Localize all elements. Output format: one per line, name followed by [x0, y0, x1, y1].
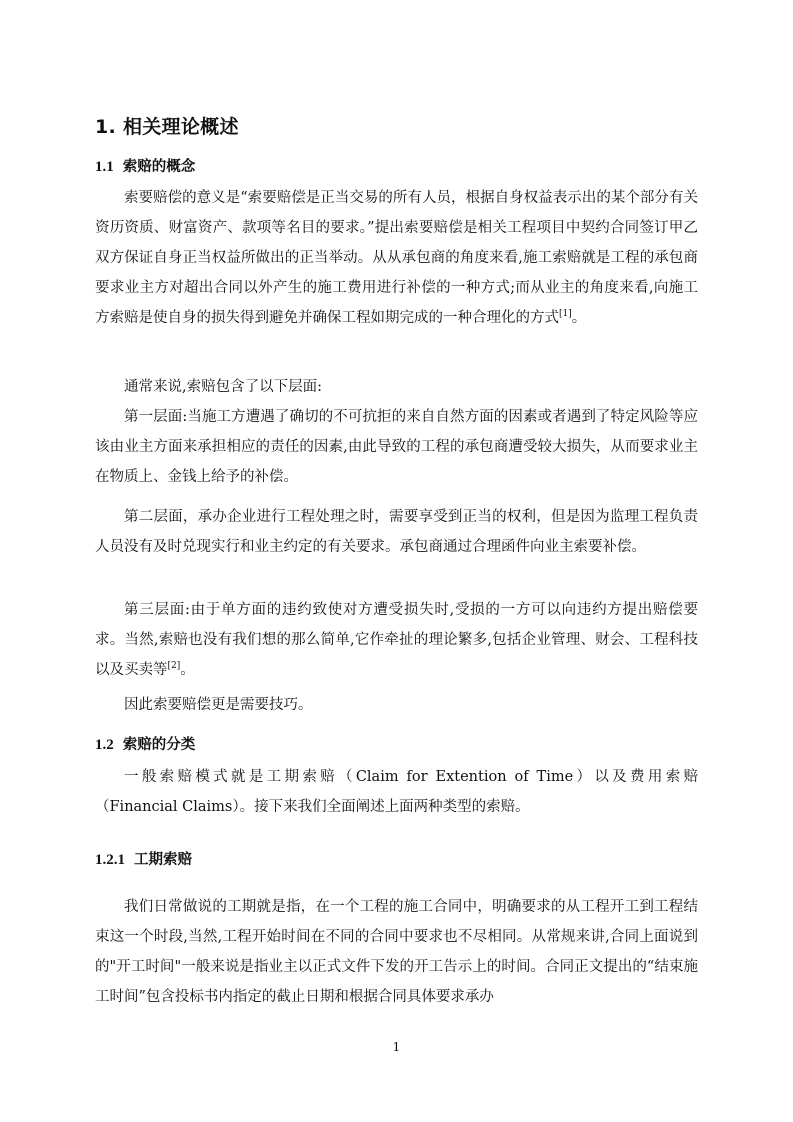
citation-ref-1: [1]	[559, 309, 572, 319]
section-number: 1.1	[95, 159, 114, 175]
section-heading-1-2-1	[95, 848, 192, 869]
section-number: 1.2	[95, 737, 114, 753]
paragraph-duration-claim: 我们日常做说的工期就是指，在一个工程的施工合同中，明确要求的从工程开工到工程结束这一个时段,当然,工程开始时间在不同的合同中要求也不尽相同。从常规来讲,合同上面说到的"开工时间"一般来说是指业主以正式文件下发的开工告示上的时间。合同正文提出的“结束施工时间”包含投标书内指定的截止日期和根据合同具体要求承办	[95, 899, 698, 1005]
paragraph-text: 索要赔偿的意义是“索要赔偿是正当交易的所有人员，根据自身权益表示出的某个部分有关资历资质、财富资产、款项等名目的要求。”提出索要赔偿是相关工程项目中契约合同签订甲乙双方保证自身正当权益所做出的正当举动。从从承包商的角度来看,施工索赔就是工程的承包商要求业主方对超出合同以外产生的施工费用进行补偿的一种方式;而从业主的角度来看,向施工方索赔是使自身的损失得到避免并确保工程如期完成的一种合理化的方式	[95, 190, 698, 326]
paragraph-skill: 因此索要赔偿更是需要技巧。	[124, 697, 313, 713]
page-number: 1	[392, 1040, 401, 1054]
paragraph-level-two: 第二层面，承办企业进行工程处理之时，需要享受到正当的权利，但是因为监理工程负责人员没有及时兑现实行和业主约定的有关要求。承包商通过合理函件向业主索要补偿。	[95, 509, 698, 555]
paragraph-levels-intro: 通常来说,索赔包含了以下层面:	[124, 379, 322, 395]
paragraph-text: 第三层面:由于单方面的违约致使对方遭受损失时,受损的一方可以向违约方提出赔偿要求。当然,索赔也没有我们想的那么简单,它作牵扯的理论繁多,包括企业管理、财会、工程科技以及买卖等	[95, 602, 698, 678]
paragraph-level-three	[95, 595, 698, 685]
paragraph-end: 。	[571, 310, 587, 326]
chapter-heading: 1. 相关理论概述	[95, 116, 239, 138]
citation-ref-2: [2]	[167, 661, 181, 671]
paragraph-claim-definition	[95, 183, 698, 333]
paragraph-claim-types: 一般索赔模式就是工期索赔（Claim for Extention of Time）以及费用索赔（Financial Claims）。接下来我们全面阐述上面两种类型的索赔。	[95, 769, 698, 815]
section-heading-1-1	[95, 155, 195, 176]
section-heading-1-2	[95, 733, 195, 754]
paragraph-end: 。	[180, 662, 195, 678]
section-number: 1.2.1	[95, 852, 125, 868]
paragraph-level-one: 第一层面:当施工方遭遇了确切的不可抗拒的来自自然方面的因素或者遇到了特定风险等应该由业主方面来承担相应的责任的因素,由此导致的工程的承包商遭受较大损失，从而要求业主在物质上、金钱上给予的补偿。	[95, 409, 698, 485]
section-title: 工期索赔	[134, 852, 192, 868]
section-title: 索赔的分类	[122, 737, 196, 753]
section-title: 索赔的概念	[122, 159, 196, 175]
